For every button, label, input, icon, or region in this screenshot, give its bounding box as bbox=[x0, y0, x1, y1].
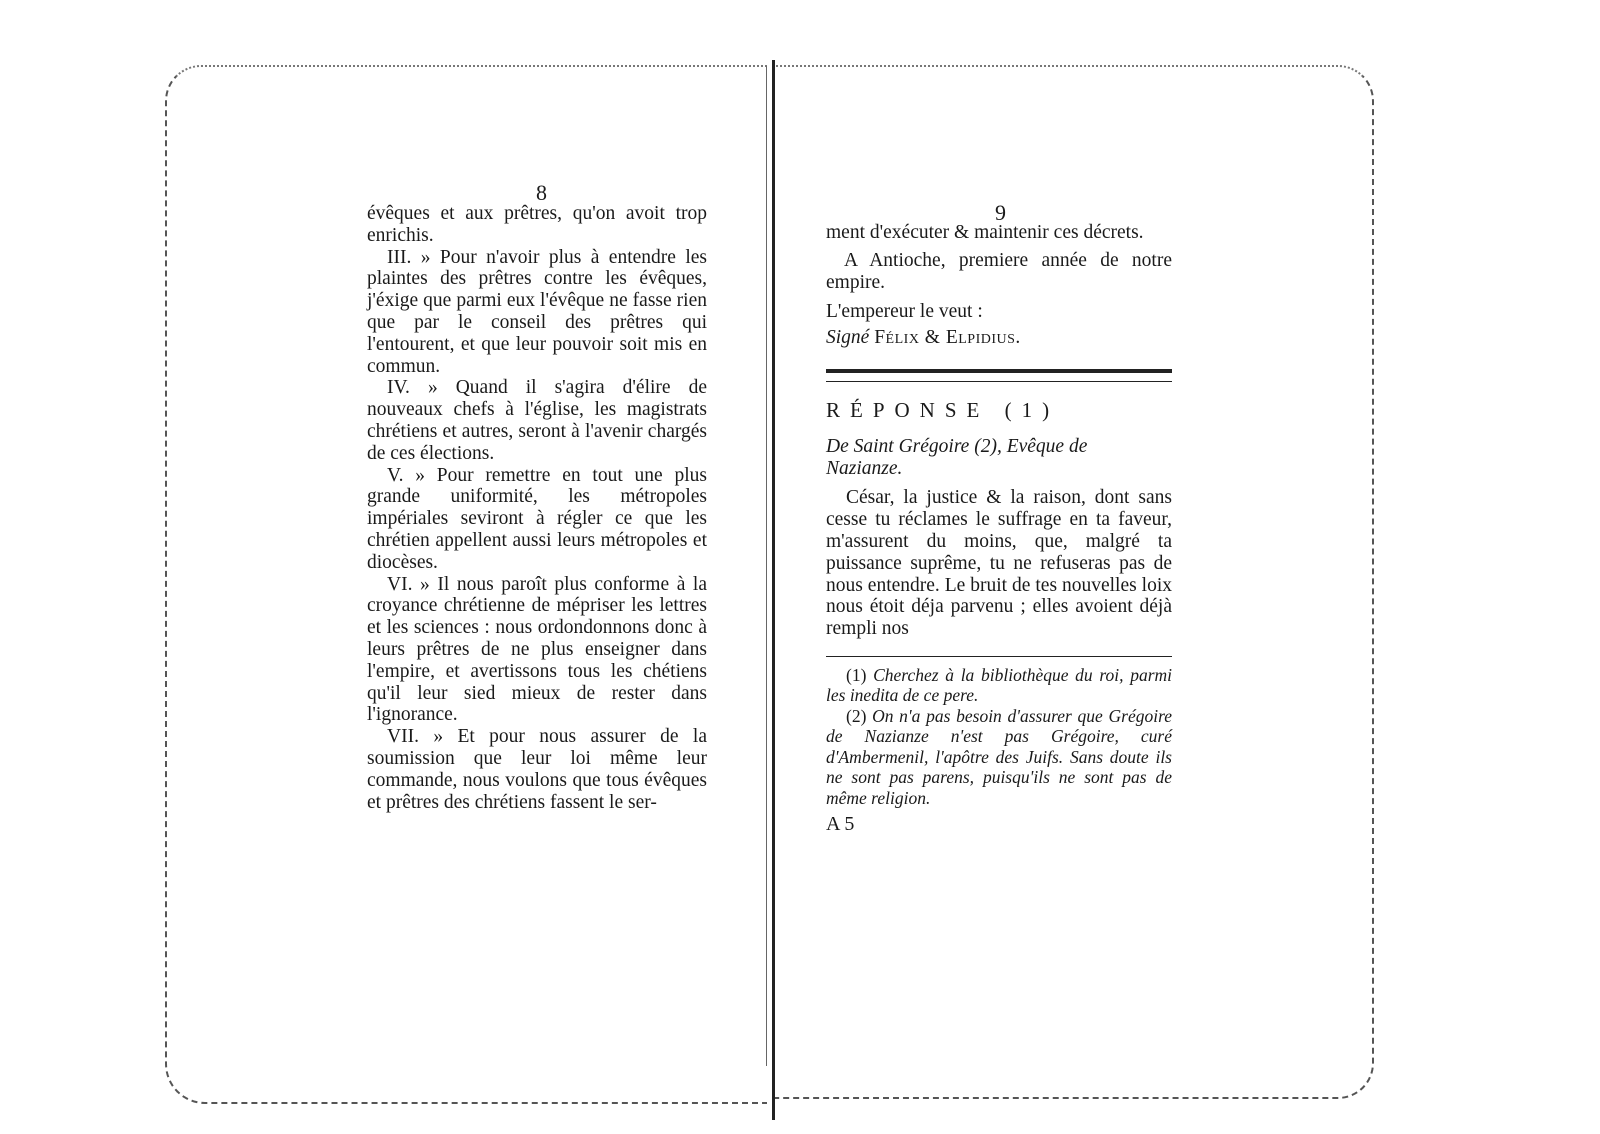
book-gutter bbox=[772, 60, 775, 1120]
response-heading: RÉPONSE (1) bbox=[826, 397, 1060, 422]
signature-prefix: Signé bbox=[826, 327, 870, 349]
left-paragraph: évêques et aux prêtres, qu'on avoit trop enrichis. bbox=[367, 203, 707, 246]
signature-mark: A 5 bbox=[826, 813, 855, 836]
footnote-mark: (1) bbox=[846, 664, 867, 685]
decree-continuation: ment d'exécuter & maintenir ces décrets. bbox=[826, 222, 1144, 243]
article-v: V. » Pour remettre en tout une plus grande uniformité, les métropoles impériales seviront à régler ce que les chrétien appellent aussi leurs métropoles et diocèses. bbox=[367, 464, 707, 573]
right-page-text bbox=[826, 222, 1172, 836]
response-body: César, la justice & la raison, dont sans cesse tu réclames le suffrage en ta faveur, m'assurent du moins, que, malgré ta puissance suprême, tu ne refuseras pas de nous entendre. Le bruit de tes nouvelles loix nous étoit déja parvenu ; elles avoient déjà rempli nos bbox=[826, 487, 1172, 640]
footnote-text: On n'a pas besoin d'assurer que Grégoire de Nazianze n'est pas Grégoire, curé d'Ambermenil, l'apôtre des Juifs. Sans doute ils ne sont pas parens, puisqu'ils ne sont pas de même religion. bbox=[826, 705, 1173, 808]
footnote-divider bbox=[826, 656, 1172, 657]
article-iii: III. » Pour n'avoir plus à entendre les plaintes des prêtres contre les évêques, j'éxige que parmi eux l'évêque ne fasse rien que par le conseil des prêtres qui l'entourent, et que leur pouvoir soit mis en commun. bbox=[367, 246, 707, 377]
decree-signature bbox=[826, 327, 1172, 349]
emperor-line: L'empereur le veut : bbox=[826, 301, 983, 323]
right-page-number: 9 bbox=[995, 200, 1006, 225]
article-iv: IV. » Quand il s'agira d'élire de nouveaux chefs à l'église, les magistrats chrétiens et autres, seront à l'avenir chargés de ces élections. bbox=[367, 377, 707, 464]
footnote-mark: (2) bbox=[846, 705, 867, 726]
footnote-text: Cherchez à la bibliothèque du roi, parmi les inedita de ce pere. bbox=[826, 664, 1173, 706]
decree-place-date: A Antioche, premiere année de notre empire. bbox=[826, 249, 1172, 293]
left-page-number: 8 bbox=[536, 180, 547, 205]
left-page-text bbox=[367, 203, 707, 813]
footnote-2 bbox=[826, 706, 1172, 809]
section-divider bbox=[826, 369, 1172, 382]
book-gutter-shadow bbox=[766, 66, 767, 1066]
article-vii: VII. » Et pour nous assurer de la soumission que leur loi même leur commande, nous voulons que tous évêques et prêtres des chrétiens fassent le ser- bbox=[367, 726, 707, 813]
article-vi: VI. » Il nous paroît plus conforme à la croyance chrétienne de mépriser les lettres et les sciences : nous ordondonnons donc à leurs prêtres de ne plus enseigner dans l'empire, et avertissons tous les chétiens qu'il leur sied mieux de rester dans l'ignorance. bbox=[367, 573, 707, 726]
footnote-1 bbox=[826, 665, 1172, 706]
response-subtitle-2: Nazianze. bbox=[826, 457, 903, 479]
response-subtitle: De Saint Grégoire (2), Evêque de bbox=[826, 435, 1088, 457]
signature-names: Félix & Elpidius. bbox=[874, 327, 1021, 349]
